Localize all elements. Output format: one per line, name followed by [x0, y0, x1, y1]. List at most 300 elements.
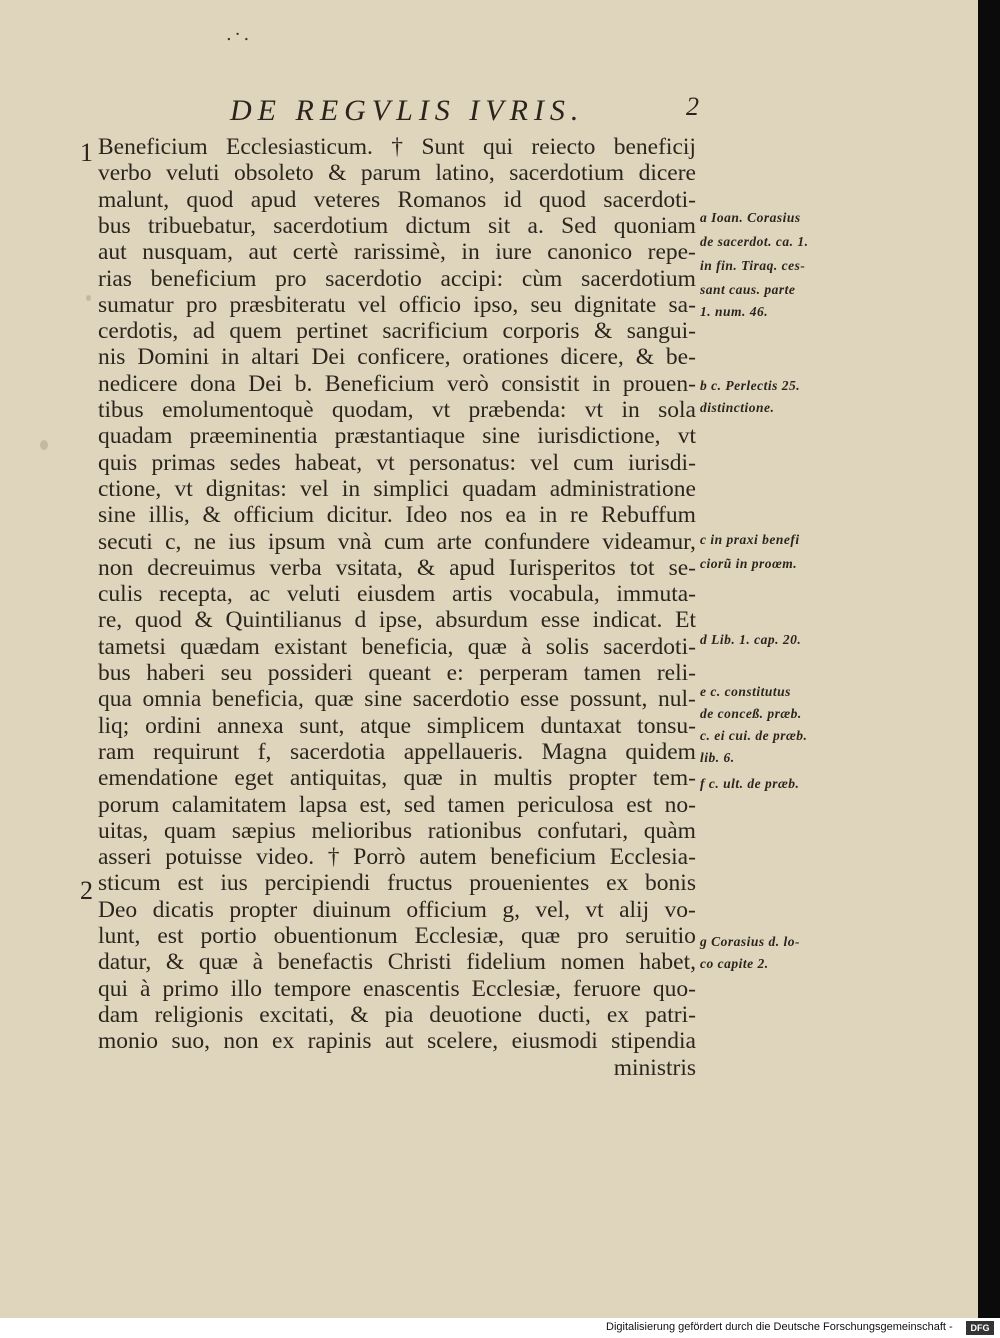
- word: ex: [606, 1001, 630, 1028]
- text-line: [98, 239, 696, 266]
- word: ad: [192, 318, 215, 345]
- margin-number-2: 2: [80, 876, 93, 905]
- word: &: [350, 1001, 369, 1028]
- word: orationes: [462, 344, 549, 371]
- word: officium: [233, 502, 315, 529]
- word: vt: [174, 475, 193, 502]
- running-title: DE REGVLIS IVRIS.: [230, 94, 585, 127]
- text-line: [98, 266, 696, 293]
- word: Magna: [541, 738, 607, 765]
- word: confundere: [484, 528, 590, 555]
- word: ius: [220, 870, 248, 897]
- word: vt: [677, 423, 696, 450]
- word: pro: [275, 265, 307, 292]
- word: Sed: [561, 212, 597, 239]
- word: ipsum: [267, 528, 326, 555]
- word: Iurisperitos: [508, 554, 616, 581]
- word: seu: [530, 291, 562, 318]
- word: decreuimus: [147, 554, 256, 581]
- word: vt: [431, 397, 451, 423]
- word: in: [341, 475, 361, 502]
- text-line: [98, 923, 696, 950]
- word: ne: [193, 528, 216, 555]
- word: periculosa: [517, 791, 614, 818]
- word: vnà: [337, 528, 372, 555]
- text-line: [98, 581, 696, 608]
- side-note: ciorũ in proœm.: [700, 556, 798, 571]
- word: fructus: [387, 870, 453, 897]
- word: &: [328, 160, 347, 187]
- text-line: [98, 792, 696, 819]
- word: ram: [98, 738, 135, 765]
- side-note: e c. constitutus: [700, 684, 791, 699]
- word: nusquam,: [142, 239, 233, 266]
- word: quod: [539, 186, 587, 213]
- side-note: de sacerdot. ca. 1.: [700, 234, 809, 249]
- word: est: [177, 870, 204, 897]
- word: sacerdoti-: [603, 186, 696, 213]
- word: aut: [248, 239, 278, 266]
- word: Ecclesiæ,: [471, 975, 562, 1002]
- word: &: [202, 502, 221, 529]
- word: &: [594, 318, 613, 345]
- word: rias: [98, 265, 132, 292]
- word: quæ: [520, 923, 561, 949]
- word: ea: [505, 502, 527, 529]
- word: præsbiteratu: [229, 291, 346, 318]
- word: arte: [436, 528, 472, 555]
- word: officium: [406, 896, 487, 923]
- word: Et: [675, 607, 696, 634]
- word: vt: [376, 449, 395, 476]
- word: beneficia,: [211, 686, 304, 713]
- side-note: lib. 6.: [700, 750, 735, 765]
- word: video.: [255, 844, 315, 871]
- word: Beneficium: [98, 134, 208, 160]
- footer-credit: Digitalisierung gefördert durch die Deutsche Forschungsgemeinschaft -: [606, 1321, 953, 1333]
- word: be-: [665, 344, 696, 371]
- word: tot: [629, 554, 655, 581]
- word: antiquitas,: [289, 765, 388, 792]
- word: vel,: [535, 896, 570, 923]
- word: dignitas:: [205, 475, 287, 502]
- word: primas: [151, 449, 216, 476]
- word: conficere,: [357, 344, 451, 371]
- text-line: [98, 976, 696, 1003]
- word: re,: [98, 607, 123, 634]
- word: dam: [98, 1001, 139, 1028]
- word: veluti: [286, 581, 341, 608]
- word: autem: [419, 844, 477, 871]
- word: iurisdictione,: [537, 423, 661, 450]
- word: bus: [98, 212, 131, 239]
- word: excitati,: [259, 1001, 335, 1028]
- word: solis: [545, 633, 590, 660]
- word: benefactis: [277, 949, 374, 976]
- word: beneficij: [613, 134, 696, 160]
- text-line: [98, 686, 696, 713]
- side-note: b c. Perlectis 25.: [700, 378, 801, 393]
- word: iurisdi-: [628, 449, 696, 476]
- word: sæpius: [231, 817, 296, 844]
- word: illis,: [148, 502, 190, 529]
- margin-number-1: 1: [80, 138, 93, 167]
- text-line: [98, 949, 696, 976]
- word: sedes: [229, 449, 281, 476]
- word: dicere,: [560, 344, 624, 371]
- word: sacerdotio: [412, 686, 510, 713]
- word: bus: [98, 660, 131, 686]
- word: tibus: [98, 397, 144, 423]
- word: deuotione: [429, 1001, 522, 1028]
- text-line: [98, 1028, 696, 1055]
- word: asseri: [98, 844, 152, 871]
- word: quidem: [625, 738, 696, 765]
- word: ipso,: [473, 291, 519, 318]
- word: rapinis: [307, 1028, 372, 1055]
- word: eget: [234, 765, 274, 792]
- word: sacrificium: [382, 318, 489, 345]
- word: Sunt: [421, 134, 465, 160]
- word: est,: [359, 791, 392, 818]
- word: dignitate: [574, 291, 657, 318]
- word: ius: [228, 528, 256, 555]
- word: nomen: [560, 949, 625, 976]
- text-line: [98, 134, 696, 161]
- word: simplicem: [426, 712, 525, 739]
- text-line: [98, 450, 696, 477]
- word: quo-: [652, 975, 696, 1002]
- word: percipiendi: [264, 870, 371, 897]
- word: &: [165, 949, 185, 976]
- word: quæ: [314, 686, 354, 713]
- word: qui: [482, 134, 513, 160]
- word: qua: [98, 686, 132, 713]
- word: beneficia,: [361, 633, 454, 660]
- text-line: [98, 870, 696, 897]
- word: pro: [185, 291, 218, 318]
- text-line: ministris: [613, 1054, 696, 1081]
- text-line: [98, 318, 696, 345]
- word: ex: [272, 1028, 295, 1055]
- word: scelere,: [427, 1028, 499, 1055]
- word: sed: [403, 791, 436, 818]
- word: feruore: [573, 975, 641, 1002]
- word: apud: [250, 186, 297, 213]
- word: prouenientes: [469, 870, 590, 897]
- word: quadam: [462, 475, 537, 502]
- word: sacerdotium: [509, 160, 625, 187]
- word: quæ: [403, 765, 443, 792]
- word: existant: [274, 633, 348, 660]
- side-note: in fin. Tiraq. ces-: [700, 258, 806, 273]
- word: vo-: [664, 896, 696, 923]
- word: f,: [257, 738, 272, 765]
- word: pro: [577, 923, 609, 949]
- word: canonico: [547, 239, 633, 266]
- word: emolumentoquè: [162, 397, 314, 423]
- dfg-logo: DFG: [966, 1321, 994, 1335]
- word: lunt,: [98, 923, 141, 949]
- word: queant: [368, 660, 431, 686]
- word: cum: [573, 449, 614, 476]
- word: melioribus: [311, 817, 413, 844]
- word: corporis: [502, 318, 580, 345]
- word: nos: [459, 502, 493, 529]
- word: uitas,: [98, 817, 149, 844]
- word: id: [503, 186, 522, 213]
- text-line: [98, 607, 696, 634]
- word: lapsa: [298, 791, 348, 818]
- word: bonis: [645, 870, 696, 897]
- word: habeat,: [294, 449, 363, 476]
- word: in: [539, 502, 558, 529]
- word: religionis: [154, 1001, 244, 1028]
- word: sacerdotium: [273, 212, 389, 239]
- word: Ecclesiæ,: [414, 923, 504, 949]
- word: ex: [606, 870, 629, 897]
- word: &: [416, 554, 436, 581]
- word: portio: [200, 923, 257, 949]
- side-note: c. ei cui. de præb.: [700, 728, 808, 743]
- word: verbo: [98, 160, 152, 187]
- word: quodam,: [331, 397, 414, 423]
- word: qui: [98, 975, 129, 1002]
- word: sacerdotium: [581, 265, 696, 292]
- word: ordini: [145, 712, 202, 739]
- word: sacerdoti-: [603, 633, 696, 660]
- word: culis: [98, 581, 143, 608]
- word: sine: [98, 502, 136, 529]
- word: omnia: [142, 686, 202, 713]
- word: Dei: [248, 370, 283, 397]
- word: sine: [482, 423, 521, 450]
- ink-spot: [40, 440, 48, 450]
- word: c,: [165, 528, 182, 555]
- word: à: [252, 949, 264, 976]
- word: ctione,: [98, 475, 162, 502]
- word: fidelium: [466, 949, 546, 976]
- word: beneficium: [490, 844, 597, 871]
- word: personatus:: [408, 449, 516, 476]
- word: nedicere: [98, 370, 178, 397]
- word: sangui-: [626, 318, 696, 345]
- word: habet,: [639, 949, 696, 976]
- word: tonsu-: [637, 712, 696, 739]
- word: Ecclesiasticum.: [226, 134, 373, 160]
- side-note: co capite 2.: [700, 956, 769, 971]
- word: ducti,: [537, 1001, 591, 1028]
- word: Quintilianus: [225, 607, 342, 634]
- word: cerdotis,: [98, 318, 179, 345]
- word: primo: [162, 975, 219, 1002]
- text-line: [98, 897, 696, 924]
- word: ipse,: [378, 607, 423, 634]
- word: potuisse: [165, 844, 243, 871]
- word: sit: [488, 212, 511, 239]
- word: Romanos: [397, 186, 487, 213]
- word: parum: [360, 160, 421, 187]
- word: veluti: [165, 160, 220, 187]
- word: à: [140, 975, 151, 1002]
- word: administratione: [549, 475, 696, 502]
- word: non: [223, 1028, 259, 1055]
- text-line: [98, 371, 696, 398]
- word: officio: [398, 291, 462, 318]
- scan-border: [978, 0, 1000, 1318]
- word: absurdum: [435, 607, 529, 634]
- text-line: [98, 739, 696, 766]
- word: patri-: [645, 1001, 696, 1028]
- word: iure: [495, 239, 532, 266]
- word: certè: [292, 239, 339, 266]
- text-line: [98, 423, 696, 450]
- word: annexa: [217, 712, 284, 739]
- text-line: [98, 213, 696, 240]
- word: propter: [229, 896, 298, 923]
- word: præbenda:: [468, 397, 567, 423]
- word: immuta-: [616, 581, 696, 608]
- word: quadam: [98, 423, 173, 450]
- text-line: [98, 765, 696, 792]
- word: possunt,: [569, 686, 648, 713]
- word: rationibus: [427, 817, 522, 844]
- word: verò: [446, 370, 489, 397]
- text-line: [98, 844, 696, 871]
- word: cum: [383, 528, 425, 555]
- word: est: [157, 923, 184, 949]
- word: sola: [658, 397, 696, 423]
- ornament-dots: .·.: [226, 24, 253, 45]
- word: vel: [530, 449, 559, 476]
- text-line: [98, 292, 696, 319]
- text-line: [98, 160, 696, 187]
- page-number: 2: [686, 92, 699, 121]
- text-line: [98, 344, 696, 371]
- side-note: d Lib. 1. cap. 20.: [700, 632, 802, 647]
- side-note: a Ioan. Corasius: [700, 210, 801, 225]
- word: suo,: [171, 1028, 210, 1055]
- text-line: [98, 818, 696, 845]
- word: Domini: [137, 344, 210, 371]
- side-note: de conceß. præb.: [700, 706, 802, 721]
- word: quem: [229, 318, 282, 345]
- word: &: [635, 344, 654, 371]
- word: pertinet: [296, 318, 368, 345]
- word: b.: [294, 370, 313, 397]
- word: tametsi: [98, 633, 166, 660]
- word: dictum: [405, 212, 471, 239]
- text-line: [98, 713, 696, 740]
- word: illo: [230, 975, 262, 1002]
- word: monio: [98, 1028, 159, 1055]
- word: in: [621, 397, 640, 423]
- word: Dei: [311, 344, 346, 371]
- word: est: [626, 791, 653, 818]
- word: tempore: [274, 975, 352, 1002]
- word: videamur,: [602, 528, 696, 555]
- side-note: f c. ult. de præb.: [700, 776, 800, 791]
- word: cùm: [521, 265, 563, 292]
- word: esse: [540, 607, 580, 634]
- word: altari: [251, 344, 300, 371]
- word: non: [98, 554, 134, 581]
- text-line: [98, 476, 696, 503]
- word: esse: [519, 686, 560, 713]
- word: obuentionum: [273, 923, 398, 949]
- word: d: [354, 607, 367, 634]
- word: e:: [446, 660, 464, 686]
- word: secuti: [98, 528, 153, 555]
- word: quàm: [643, 817, 696, 844]
- word: reiecto: [531, 134, 596, 160]
- word: sacerdotio: [325, 265, 422, 292]
- word: indicat.: [592, 607, 663, 634]
- word: confutari,: [537, 817, 629, 844]
- word: reli-: [656, 660, 696, 686]
- text-line: [98, 660, 696, 687]
- word: stipendia: [611, 1028, 696, 1055]
- word: †: [391, 134, 404, 160]
- word: sumatur: [98, 291, 174, 318]
- word: appellaueris.: [403, 738, 524, 765]
- word: consistit: [501, 370, 580, 397]
- word: prouen-: [622, 370, 696, 397]
- word: vt: [585, 896, 604, 923]
- word: tem-: [652, 765, 696, 792]
- word: tamen: [583, 660, 642, 686]
- word: sa-: [668, 291, 696, 318]
- word: Deo: [98, 896, 138, 923]
- word: recepta,: [159, 581, 233, 608]
- word: vsitata,: [335, 554, 403, 581]
- word: dicere: [638, 160, 696, 187]
- word: apud: [449, 554, 495, 581]
- text-line: [98, 555, 696, 582]
- word: possideri: [267, 660, 353, 686]
- side-note: sant caus. parte: [700, 282, 796, 297]
- word: se-: [668, 554, 696, 581]
- word: pia: [384, 1001, 414, 1028]
- word: in: [458, 765, 478, 792]
- word: à: [521, 633, 532, 660]
- word: aut: [98, 239, 127, 266]
- side-note: distinctione.: [700, 400, 775, 415]
- word: vel: [357, 291, 387, 318]
- word: quod: [134, 607, 182, 634]
- word: accipi:: [440, 265, 504, 292]
- word: Ideo: [405, 502, 448, 529]
- word: artis: [451, 581, 493, 608]
- word: quædam: [180, 633, 260, 660]
- word: nul-: [658, 686, 696, 713]
- word: a.: [527, 212, 544, 239]
- text-line: [98, 502, 696, 529]
- word: diuinum: [312, 896, 391, 923]
- word: liq;: [98, 712, 130, 739]
- word: multis: [493, 765, 553, 792]
- word: re: [570, 502, 589, 529]
- word: aut: [384, 1028, 414, 1055]
- word: enascentis: [363, 975, 460, 1002]
- word: sunt,: [299, 712, 345, 739]
- side-note: 1. num. 46.: [700, 304, 769, 319]
- word: requirunt: [153, 738, 240, 765]
- word: propter: [568, 765, 637, 792]
- word: vocabula,: [509, 581, 600, 608]
- word: haberi: [146, 660, 206, 686]
- word: sine: [364, 686, 403, 713]
